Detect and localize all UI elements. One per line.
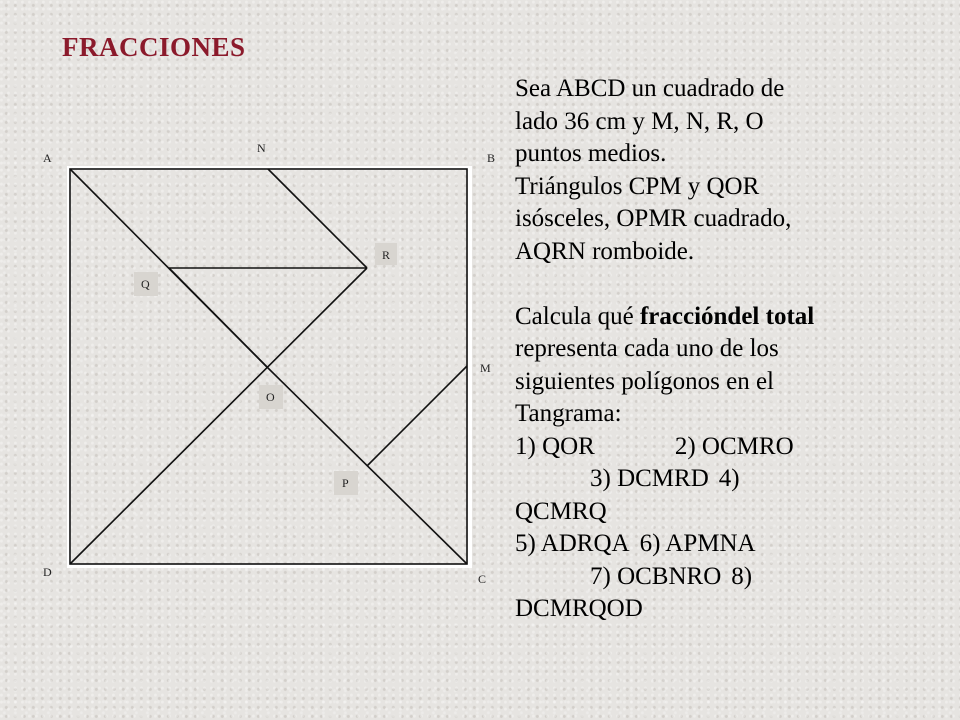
point-label-b: B xyxy=(487,151,496,165)
exercise-item: 2) OCMRO xyxy=(674,432,794,460)
tangram-diagram xyxy=(0,0,500,600)
problem-statement xyxy=(515,73,955,626)
problem-line: puntos medios. xyxy=(515,140,667,167)
problem-line: isósceles, OPMR cuadrado, xyxy=(515,205,792,232)
blank-line xyxy=(515,268,955,301)
exercise-line xyxy=(515,431,955,464)
problem-line: AQRN romboide. xyxy=(515,237,695,265)
segment-p-m xyxy=(367,366,467,466)
problem-line: Tangrama: xyxy=(515,400,622,427)
point-label-o: O xyxy=(266,390,275,404)
exercise-line xyxy=(515,561,955,594)
exercise-item: 1) QOR xyxy=(515,432,595,460)
exercise-item: QCMRQ xyxy=(515,497,607,525)
segment-q-o xyxy=(169,268,268,368)
segment-n-r xyxy=(268,169,367,268)
point-label-q: Q xyxy=(141,277,150,291)
emphasis-text: fraccióndel total xyxy=(639,302,815,330)
problem-line: Triángulos CPM y QOR xyxy=(515,172,760,200)
exercise-line xyxy=(515,528,955,561)
problem-line: siguientes polígonos en el xyxy=(515,367,774,395)
exercise-item: 4) xyxy=(718,465,740,492)
problem-line: lado 36 cm y M, N, R, O xyxy=(515,107,764,135)
exercise-item: 5) ADRQA xyxy=(515,530,630,557)
segment-d-r xyxy=(70,268,367,564)
point-label-a: A xyxy=(43,151,52,165)
exercise-item: 8) xyxy=(731,562,753,590)
exercise-item: 3) DCMRD xyxy=(590,465,709,492)
exercise-line xyxy=(515,593,955,626)
exercise-line xyxy=(515,463,955,496)
exercise-item: DCMRQOD xyxy=(515,595,643,622)
page-title: FRACCIONES xyxy=(62,32,246,62)
point-label-p: P xyxy=(342,476,349,490)
point-label-r: R xyxy=(382,248,391,262)
exercise-item: 6) APMNA xyxy=(639,530,756,557)
point-label-c: C xyxy=(478,572,487,586)
point-label-n: N xyxy=(257,141,266,155)
exercise-item: 7) OCBNRO xyxy=(590,562,722,590)
problem-line: Sea ABCD un cuadrado de xyxy=(515,75,785,102)
problem-line xyxy=(515,301,955,334)
problem-text: Calcula qué xyxy=(515,302,640,330)
point-label-m: M xyxy=(480,361,491,375)
point-label-d: D xyxy=(43,565,52,579)
problem-line: representa cada uno de los xyxy=(515,335,779,362)
exercise-line xyxy=(515,496,955,529)
